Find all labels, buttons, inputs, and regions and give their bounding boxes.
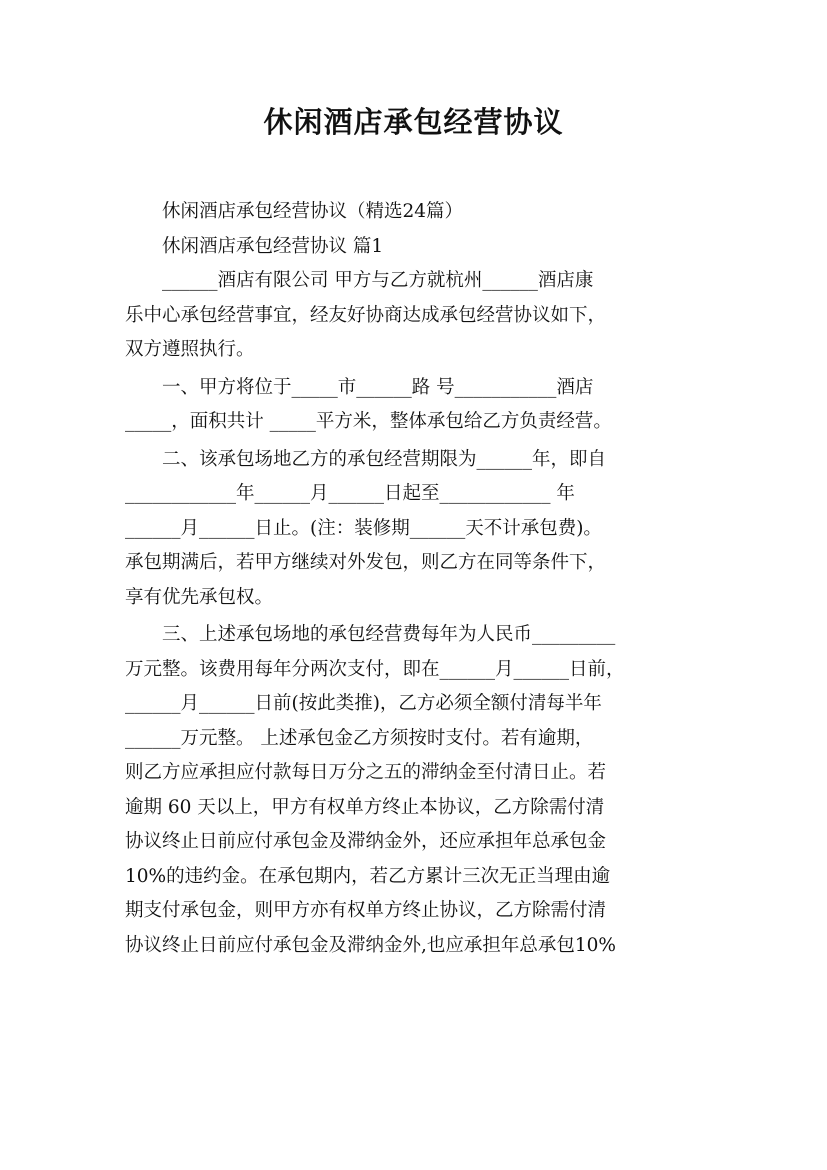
paragraph-line: ______酒店有限公司 甲方与乙方就杭州______酒店康 [125, 270, 594, 291]
paragraph-line: 10%的违约金。在承包期内，若乙方累计三次无正当理由逾 [125, 865, 611, 887]
paragraph-line: 则乙方应承担应付款每日万分之五的滞纳金至付清日止。若 [125, 762, 607, 783]
paragraph-line: _____，面积共计 _____平方米，整体承包给乙方负责经营。 [125, 411, 612, 432]
paragraph-line: ______万元整。 上述承包金乙方须按时支付。若有逾期， [125, 727, 594, 749]
paragraph-line: ____________年______月______日起至____________ 年 [125, 483, 575, 504]
section-heading: 休闲酒店承包经营协议 篇1 [125, 235, 384, 257]
subtitle-line: 休闲酒店承包经营协议（精选24篇） [125, 201, 464, 222]
paragraph-line: ______月______日止。(注：装修期______天不计承包费)。 [125, 517, 602, 539]
paragraph-line: 享有优先承包权。 [125, 586, 274, 608]
paragraph-line: 二、该承包场地乙方的承包经营期限为______年，即自 [125, 448, 607, 470]
document-body [125, 195, 705, 963]
paragraph-line: 期支付承包金，则甲方亦有权单方终止协议，乙方除需付清 [125, 900, 607, 921]
paragraph-line: ______月______日前(按此类推)，乙方必须全额付清每半年 [125, 693, 602, 714]
paragraph-line: 万元整。该费用每年分两次支付，即在______月______日前， [125, 658, 625, 680]
paragraph-line: 协议终止日前应付承包金及滞纳金外,也应承担年总承包10% [125, 934, 617, 956]
paragraph-line: 逾期 60 天以上，甲方有权单方终止本协议，乙方除需付清 [125, 796, 605, 818]
paragraph-line: 三、上述承包场地的承包经营费每年为人民币_________ [125, 624, 616, 645]
paragraph-line: 一、甲方将位于_____市______路 号___________酒店 [125, 376, 594, 398]
document-title: 休闲酒店承包经营协议 [263, 105, 564, 139]
paragraph-line: 协议终止日前应付承包金及滞纳金外，还应承担年总承包金 [125, 831, 607, 852]
paragraph-line: 双方遵照执行。 [125, 339, 255, 360]
paragraph-line: 乐中心承包经营事宜，经友好协商达成承包经营协议如下， [125, 304, 607, 326]
paragraph-line: 承包期满后，若甲方继续对外发包，则乙方在同等条件下， [125, 552, 607, 573]
